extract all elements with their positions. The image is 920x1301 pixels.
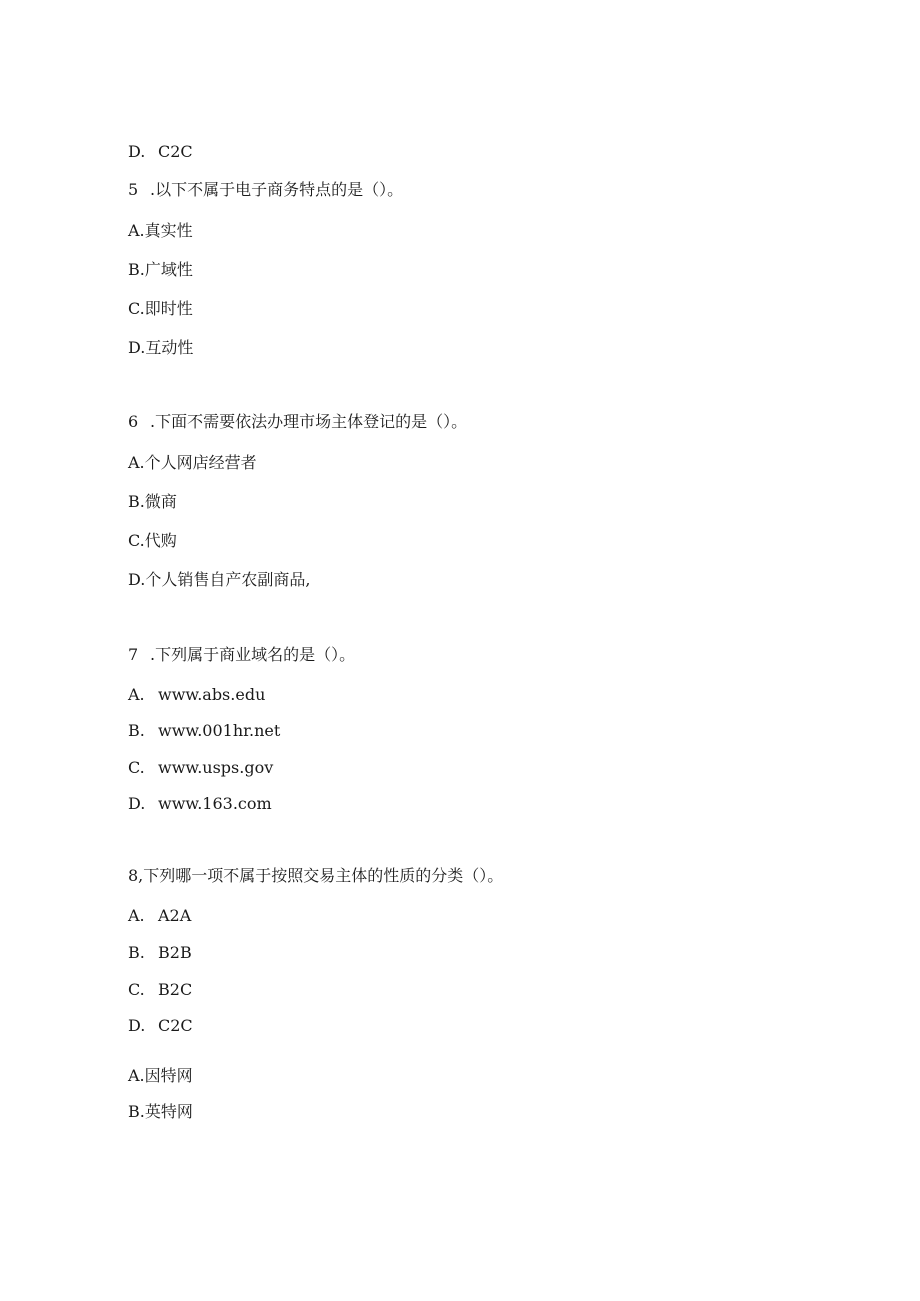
q5-option-a: A.真实性 [128,221,193,240]
option-text: C2C [158,1016,193,1035]
question-8 [128,866,503,886]
q6-option-d: D.个人销售自产农副商品, [128,570,311,589]
option-text: B2C [158,980,193,999]
q8-option-a [128,906,191,926]
option-text: B2B [158,943,192,962]
question-6 [128,412,467,432]
option-text: A2A [158,906,192,925]
question-number: 6 [128,412,139,431]
next-option-a: A.因特网 [128,1066,193,1085]
q6-option-b: B.微商 [128,492,177,511]
q5-option-d: D.互动性 [128,338,194,357]
option-text: www.163.com [158,794,272,813]
option-letter: A. [128,685,145,704]
q7-option-a [128,685,265,705]
q7-option-d [128,794,272,814]
q5-option-c: C.即时性 [128,299,193,318]
question-7 [128,645,355,665]
q7-option-c [128,758,273,778]
option-letter: D. [128,142,146,161]
q7-option-b [128,721,280,741]
option-text: www.abs.edu [158,685,266,704]
next-option-b: B.英特网 [128,1102,193,1121]
question-text: .以下不属于电子商务特点的是（）。 [150,180,404,199]
option-letter: B. [128,721,145,740]
option-text: www.001hr.net [158,721,281,740]
question-text: .下面不需要依法办理市场主体登记的是（）。 [150,412,468,431]
option-text: www.usps.gov [158,758,274,777]
q6-option-c: C.代购 [128,531,177,550]
option-letter: D. [128,1016,146,1035]
question-number: 5 [128,180,139,199]
question-text: 下列哪一项不属于按照交易主体的性质的分类（）。 [143,866,504,885]
option-letter: B. [128,943,145,962]
q8-option-b [128,943,192,963]
option-letter: D. [128,794,146,813]
option-text: C2C [158,142,193,161]
q5-option-b: B.广域性 [128,260,193,279]
q6-option-a: A.个人网店经营者 [128,453,257,472]
option-letter: C. [128,758,145,777]
question-number: 7 [128,645,139,664]
option-d-prev [128,142,193,162]
q8-option-c [128,980,192,1000]
question-number: 8, [128,866,144,885]
option-letter: A. [128,906,145,925]
question-5 [128,180,403,200]
question-text: .下列属于商业域名的是（）。 [150,645,356,664]
q8-option-d [128,1016,193,1036]
option-letter: C. [128,980,145,999]
